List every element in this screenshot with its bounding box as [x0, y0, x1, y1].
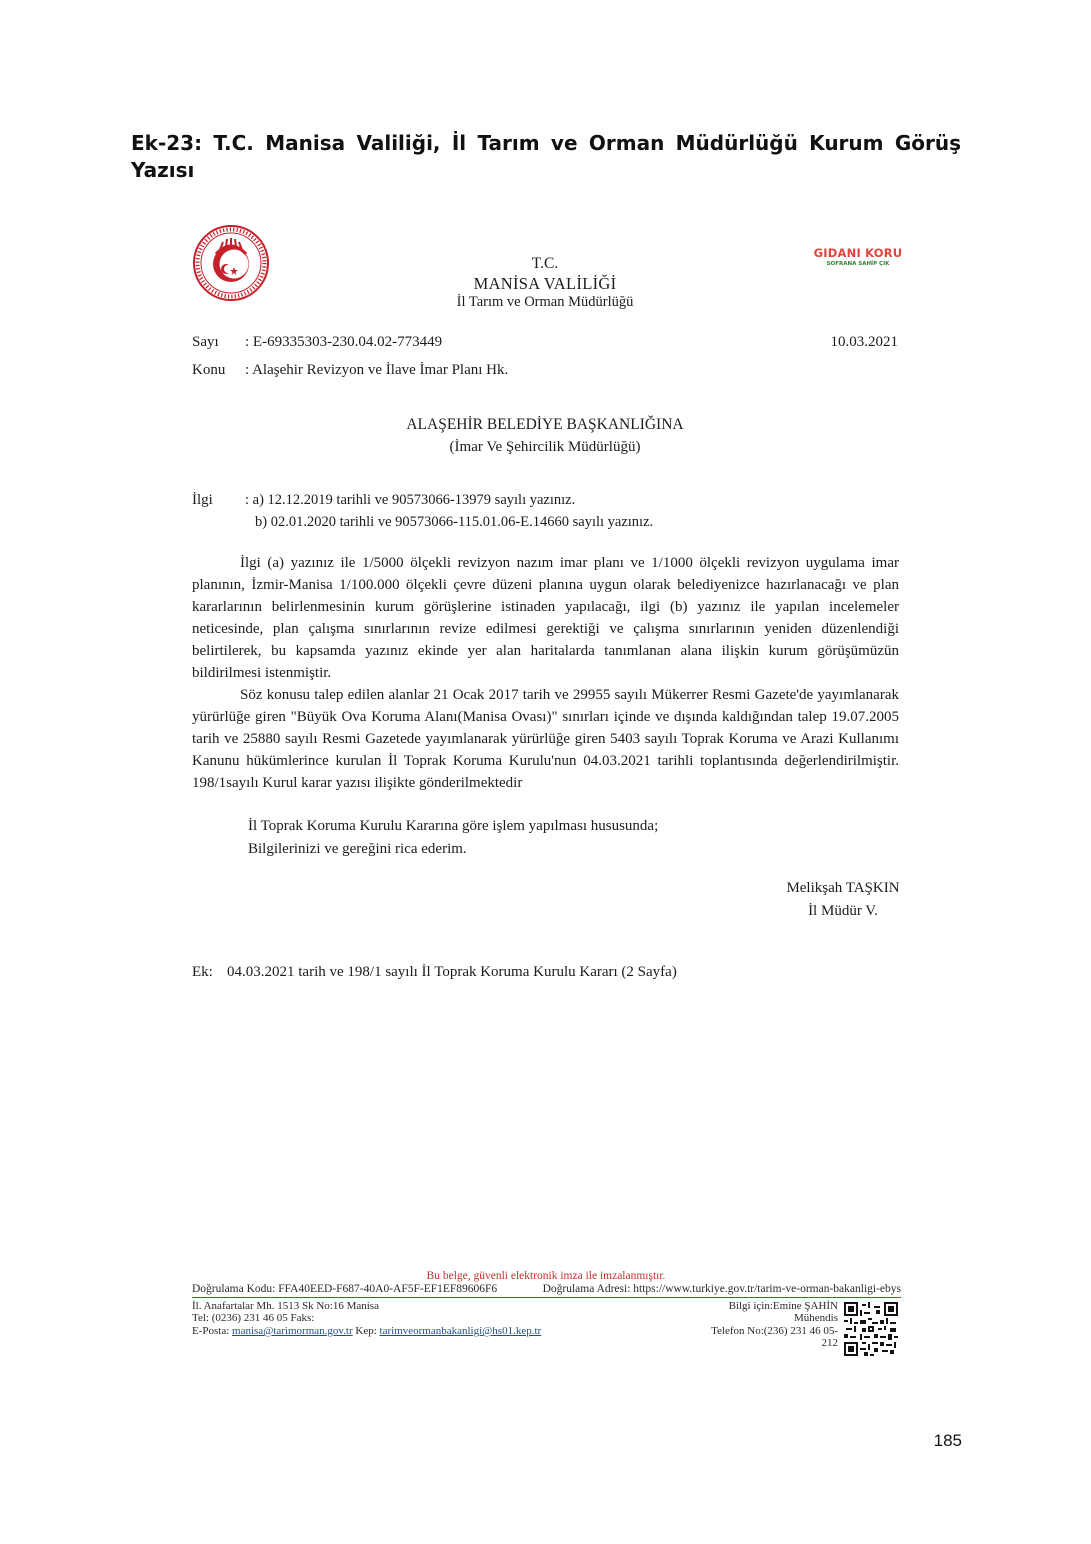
signatory-name: Melikşah TAŞKIN [786, 880, 900, 896]
konu-value: : Alaşehir Revizyon ve İlave İmar Planı Hk. [245, 362, 509, 378]
verification-address[interactable]: Doğrulama Adresi: https://www.turkiye.gov.tr/tarim-ve-orman-bakanligi-ebys [542, 1283, 901, 1295]
kep-link[interactable]: tarimveormanbakanligi@hs01.kep.tr [379, 1325, 542, 1337]
page-number: 185 [933, 1431, 962, 1450]
recipient-line2: (İmar Ve Şehircilik Müdürlüğü) [449, 439, 641, 455]
footer-divider [192, 1297, 901, 1298]
ilgi-b: b) 02.01.2020 tarihli ve 90573066-115.01.06-E.14660 sayılı yazınız. [255, 514, 654, 530]
secure-signature-note: Bu belge, güvenli elektronik imza ile imzalanmıştır. [426, 1270, 666, 1282]
footer-address: İl. Anafartalar Mh. 1513 Sk No:16 Manisa [192, 1300, 379, 1312]
document-date: 10.03.2021 [830, 334, 898, 350]
closing-line-2: Bilgilerinizi ve gereğini rica ederim. [248, 841, 467, 857]
brand-tagline: SOFRANA SAHİP ÇIK [826, 261, 890, 267]
verification-line [192, 1283, 901, 1296]
footer-contact-line [192, 1325, 541, 1338]
info-contact: Bilgi için:Emine ŞAHİN [728, 1300, 838, 1312]
letterhead-line3: İl Tarım ve Orman Müdürlüğü [456, 294, 634, 310]
recipient-line1: ALAŞEHİR BELEDİYE BAŞKANLIĞINA [406, 416, 684, 433]
ministry-seal-logo [192, 224, 270, 302]
email-link[interactable]: manisa@tarimorman.gov.tr [232, 1325, 353, 1337]
ilgi-a: : a) 12.12.2019 tarihli ve 90573066-13979 sayılı yazınız. [245, 492, 576, 508]
letterhead-line2: MANİSA VALİLİĞİ [473, 274, 617, 293]
konu-label: Konu [192, 362, 226, 378]
verification-code: Doğrulama Kodu: FFA40EED-F687-40A0-AF5F-EF1EF89606F6 [192, 1283, 498, 1295]
letterhead-line1: T.C. [531, 255, 559, 272]
signatory-title: İl Müdür V. [808, 903, 878, 919]
attachment-label: Ek: [192, 964, 213, 980]
brand-logo [808, 246, 908, 267]
body-paragraph-1: İlgi (a) yazınız ile 1/5000 ölçekli revizyon nazım imar planı ve 1/1000 ölçekli revizyon uygulama imar planının, İzmir-Manisa 1/100.000 ölçekli çevre düzeni planına uygun olarak belediyenizce hazırlanacağı ve plan kararlarının belirlenmesinin kurum görüşlerine istinaden yapılacağı, ilgi (b) yazınız ile yapılan incelemeler neticesinde, plan çalışma sınırlarının revize edilmesi gerektiği ve çalışma sınırlarının yeniden düzenlendiği belirtilerek, bu kapsamda yazınız ekinde yer alan haritalarda tanımlanan alana ilişkin kurum görüşümüzün bildirilmesi istenmiştir. [192, 555, 899, 681]
closing-line-1: İl Toprak Koruma Kurulu Kararına göre işlem yapılması hususunda; [248, 818, 659, 834]
info-title: Mühendis [794, 1312, 838, 1324]
sayi-value: : E-69335303-230.04.02-773449 [245, 334, 443, 350]
kep-label: Kep: [355, 1325, 377, 1337]
body-paragraph-2: Söz konusu talep edilen alanlar 21 Ocak 2017 tarih ve 29955 sayılı Mükerrer Resmi Gazete'de yayımlanarak yürürlüğe giren "Büyük Ova Koruma Alanı(Manisa Ovası)" sınırları içinde ve dışında kaldığından talep 19.07.2005 tarih ve 25880 sayılı Resmi Gazetede yayımlanarak yürürlüğe giren 5403 sayılı Toprak Koruma ve Arazi Kullanımı Kanunu hükümlerince kurulan İl Toprak Koruma Kurulu'nun 04.03.2021 tarihli toplantısında değerlendirilmiştir. 198/1sayılı Kurul karar yazısı ilişikte gönderilmektedir [192, 687, 899, 791]
sayi-label: Sayı [192, 334, 219, 350]
attachment-value: 04.03.2021 tarih ve 198/1 sayılı İl Toprak Koruma Kurulu Kararı (2 Sayfa) [227, 964, 677, 980]
info-phone: Telefon No:(236) 231 46 05- [711, 1325, 838, 1337]
brand-name: GIDANI KORU [813, 246, 903, 260]
footer-tel: Tel: (0236) 231 46 05 Faks: [192, 1312, 315, 1324]
info-extension: 212 [821, 1337, 838, 1349]
annex-heading: Ek-23: T.C. Manisa Valiliği, İl Tarım ve Orman Müdürlüğü Kurum Görüş Yazısı [131, 131, 961, 182]
email-label: E-Posta: [192, 1325, 230, 1337]
qr-code-icon [844, 1302, 898, 1356]
ilgi-label: İlgi [192, 492, 213, 508]
